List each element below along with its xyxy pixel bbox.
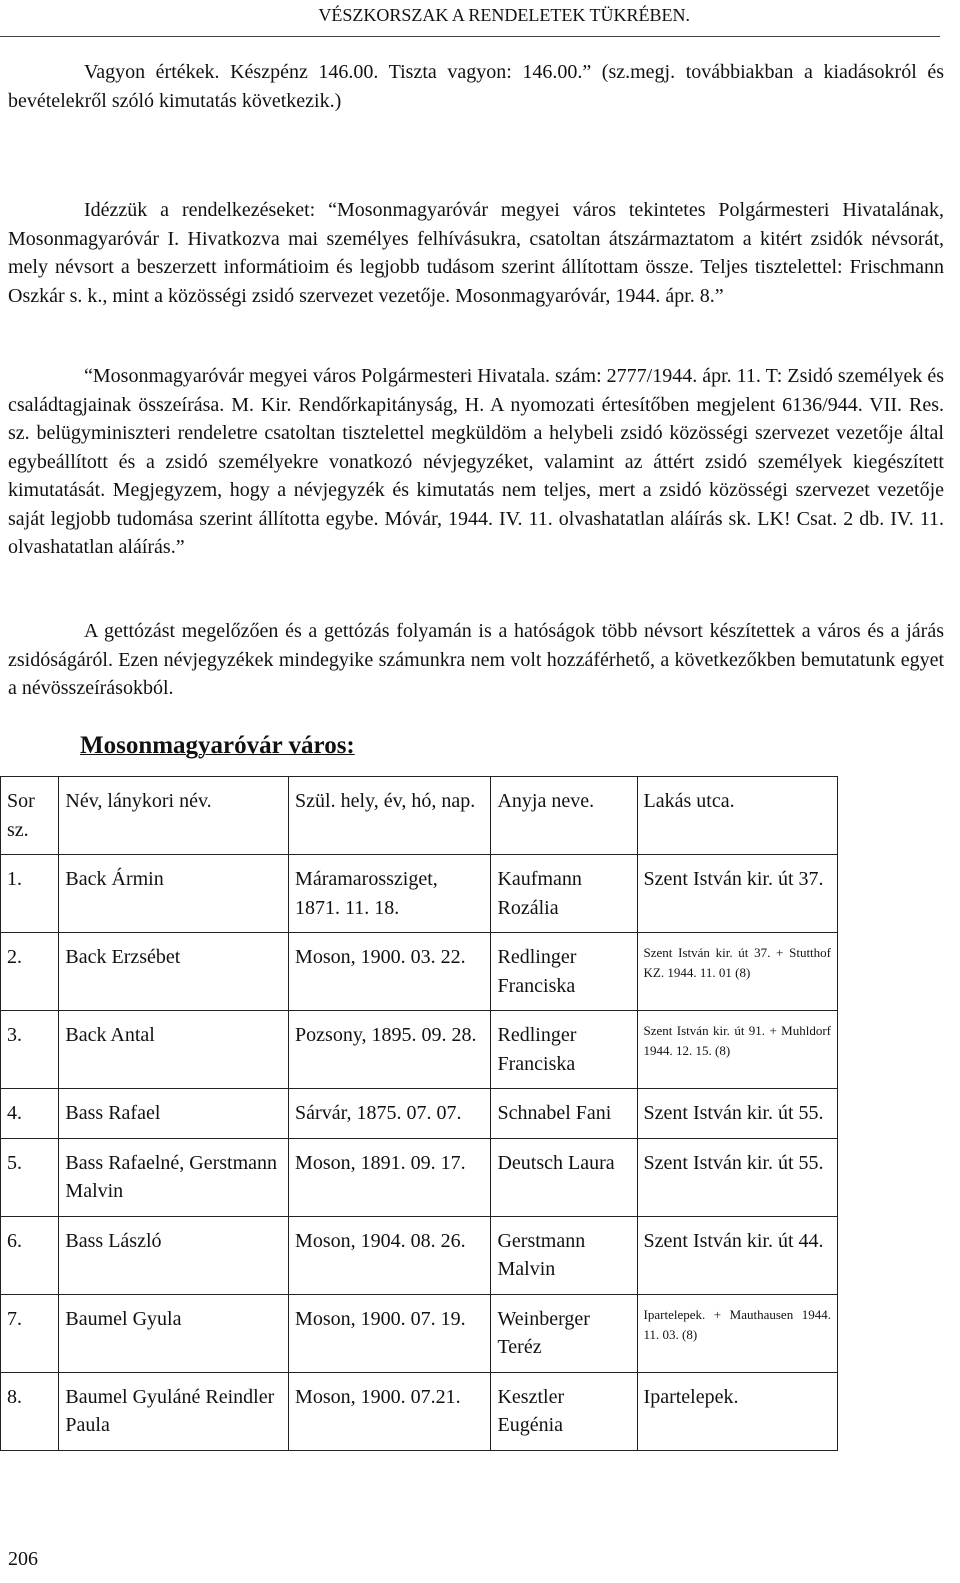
row-address: Szent István kir. út 44.	[637, 1216, 837, 1294]
row-name: Baumel Gyuláné Reindler Paula	[59, 1372, 289, 1450]
paragraph-assets: Vagyon értékek. Készpénz 146.00. Tiszta vagyon: 146.00.” (sz.megj. továbbiakban a kiadásokról és bevételekről szóló kimutatás következik.)	[8, 61, 944, 112]
table-row	[1, 855, 838, 933]
header-name: Név, lánykori név.	[59, 777, 289, 855]
row-no: 7.	[1, 1294, 59, 1372]
row-mother: Kaufmann Rozália	[491, 855, 637, 933]
table-row	[1, 1138, 838, 1216]
row-address: Szent István kir. út 55.	[637, 1138, 837, 1216]
row-name: Back Erzsébet	[59, 933, 289, 1011]
row-no: 5.	[1, 1138, 59, 1216]
row-birth: Moson, 1900. 03. 22.	[289, 933, 491, 1011]
header-birth: Szül. hely, év, hó, nap.	[289, 777, 491, 855]
row-address	[637, 1294, 837, 1372]
paragraph-quote-frischmann: Idézzük a rendelkezéseket: “Mosonmagyaróvár megyei város tekintetes Polgármesteri Hivatalának, Mosonmagyaróvár I. Hivatkozva mai személyes felhívásukra, csatoltan átszármaztatom a kitért zsidók névsorát, mely névsort a beszerzett informátioim és legjobb tudásom szerint állítottam össze. Teljes tisztelettel: Frischmann Oszkár s. k., mint a közösségi zsidó szervezet vezetője. Mosonmagyaróvár, 1944. ápr. 8.”	[8, 199, 944, 307]
row-address	[637, 933, 837, 1011]
row-birth: Máramarossziget, 1871. 11. 18.	[289, 855, 491, 933]
section-title: Mosonmagyaróvár város:	[80, 732, 355, 759]
row-birth: Pozsony, 1895. 09. 28.	[289, 1011, 491, 1089]
table-row	[1, 1011, 838, 1089]
row-address-note: Szent István kir. út 91. + Muhldorf 1944. 12. 15. (8)	[643, 1023, 831, 1058]
header-address: Lakás utca.	[637, 777, 837, 855]
row-address: Ipartelepek.	[637, 1372, 837, 1450]
header-mother: Anyja neve.	[491, 777, 637, 855]
row-birth: Moson, 1891. 09. 17.	[289, 1138, 491, 1216]
table-header-row	[1, 777, 838, 855]
row-mother: Gerstmann Malvin	[491, 1216, 637, 1294]
row-no: 3.	[1, 1011, 59, 1089]
table-row	[1, 1294, 838, 1372]
row-birth: Moson, 1900. 07. 19.	[289, 1294, 491, 1372]
roster-table	[0, 776, 838, 1451]
row-no: 6.	[1, 1216, 59, 1294]
page-number: 206	[8, 1548, 38, 1570]
row-no: 8.	[1, 1372, 59, 1450]
row-mother: Weinberger Teréz	[491, 1294, 637, 1372]
row-no: 4.	[1, 1089, 59, 1139]
row-mother: Redlinger Franciska	[491, 1011, 637, 1089]
row-mother: Deutsch Laura	[491, 1138, 637, 1216]
row-name: Back Ármin	[59, 855, 289, 933]
row-name: Back Antal	[59, 1011, 289, 1089]
row-mother: Schnabel Fani	[491, 1089, 637, 1139]
row-address	[637, 1011, 837, 1089]
running-header-title: VÉSZKORSZAK A RENDELETEK TÜKRÉBEN.	[318, 5, 690, 25]
paragraph-ghettoization: A gettózást megelőzően és a gettózás folyamán is a hatóságok több névsort készítettek a város és a járás zsidóságáról. Ezen névjegyzékek mindegyike számunkra nem volt hozzáférhető, a következőkben bemutatunk egyet a névösszeírásokból.	[8, 620, 944, 699]
row-birth: Sárvár, 1875. 07. 07.	[289, 1089, 491, 1139]
paragraph-quote-mayor: “Mosonmagyaróvár megyei város Polgármesteri Hivatala. szám: 2777/1944. ápr. 11. T: Zsidó személyek és családtagjainak összeírása. M. Kir. Rendőrkapitányság, H. A nyomozati értesítőben megjelent 6136/944. VII. Res. sz. belügyminiszteri rendeletre csatoltan tisztelettel megküldöm a helybeli zsidó közösségi szervezet vezetője által egybeállított és a zsidó személyekre vonatkozó névjegyzéket, valamint az áttért zsidó személyek kiegészített kimutatását. Megjegyzem, hogy a névjegyzék és kimutatás nem teljes, mert a zsidó közösségi szervezet vezetője saját legjobb tudomása szerint állította egybe. Móvár, 1944. IV. 11. olvashatatlan aláírás sk. LK! Csat. 2 db. IV. 11. olvashatatlan aláírás.”	[8, 365, 944, 558]
table-row	[1, 1372, 838, 1450]
row-birth: Moson, 1904. 08. 26.	[289, 1216, 491, 1294]
table-row	[1, 1089, 838, 1139]
row-no: 2.	[1, 933, 59, 1011]
roster-body	[1, 855, 838, 1451]
table-row	[1, 933, 838, 1011]
row-address: Szent István kir. út 37.	[637, 855, 837, 933]
row-address-note: Ipartelepek. + Mauthausen 1944. 11. 03. (8)	[643, 1306, 831, 1342]
row-address-note: Szent István kir. út 37. + Stutthof KZ. 1944. 11. 01 (8)	[643, 945, 831, 980]
header-no: Sor sz.	[1, 777, 59, 855]
row-address: Szent István kir. út 55.	[637, 1089, 837, 1139]
row-name: Bass Rafael	[59, 1089, 289, 1139]
row-no: 1.	[1, 855, 59, 933]
table-row	[1, 1216, 838, 1294]
row-mother: Redlinger Franciska	[491, 933, 637, 1011]
row-name: Baumel Gyula	[59, 1294, 289, 1372]
row-name: Bass László	[59, 1216, 289, 1294]
running-header	[0, 4, 940, 37]
row-name: Bass Rafaelné, Gerstmann Malvin	[59, 1138, 289, 1216]
row-birth: Moson, 1900. 07.21.	[289, 1372, 491, 1450]
row-mother: Kesztler Eugénia	[491, 1372, 637, 1450]
